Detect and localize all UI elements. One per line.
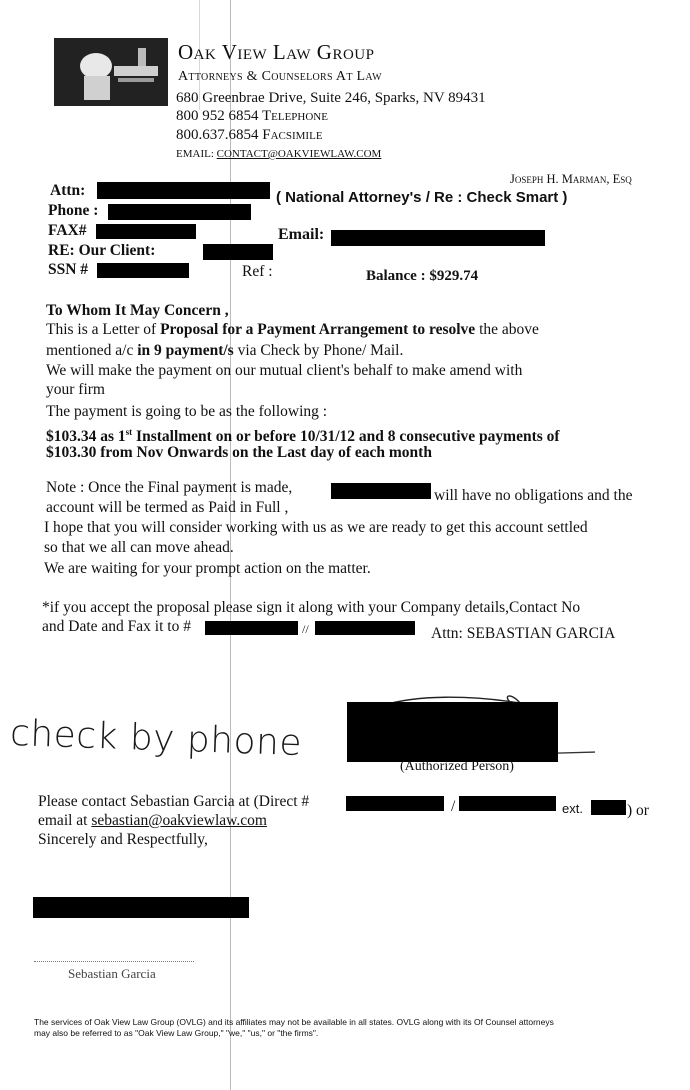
email-label: Email: xyxy=(278,226,325,243)
redaction-client xyxy=(203,244,273,260)
paragraph-2-line-1: We will make the payment on our mutual client's behalf to make amend with xyxy=(46,362,523,379)
firm-email-link[interactable]: CONTACT@OAKVIEWLAW.COM xyxy=(216,148,382,160)
redaction-fax-2 xyxy=(315,621,415,635)
note-line-1b: will have no obligations and the xyxy=(434,487,633,504)
redaction-signer-signature xyxy=(33,897,249,918)
paragraph-1-line-1: This is a Letter of Proposal for a Payment Arrangement to resolve the above xyxy=(46,321,539,338)
footer-line-2: may also be referred to as "Oak View Law Group," "we," "us," or "the firms". xyxy=(34,1028,319,1038)
ref-label: Ref : xyxy=(242,263,273,280)
redaction-fax-1 xyxy=(205,621,298,635)
payment-line-1: $103.34 as 1st Installment on or before 10/31/12 and 8 consecutive payments of xyxy=(46,427,560,446)
contact-separator: / xyxy=(451,798,456,815)
firm-name: Oak View Law Group xyxy=(178,40,375,64)
redaction-direct-1 xyxy=(346,796,444,811)
note-line-1a: Note : Once the Final payment is made, xyxy=(46,479,293,496)
balance: Balance : $929.74 xyxy=(366,268,479,284)
client-label: RE: Our Client: xyxy=(48,242,156,259)
attorney-name: Joseph H. Marman, Esq xyxy=(510,172,632,186)
signature-line xyxy=(34,961,194,962)
phone-label: Phone : xyxy=(48,202,99,219)
redaction-direct-2 xyxy=(459,796,556,811)
firm-telephone: 800 952 6854 Telephone xyxy=(176,108,328,124)
paragraph-1-line-2: mentioned a/c in 9 payment/s via Check by Phone/ Mail. xyxy=(46,342,404,359)
accept-line-1: *if you accept the proposal please sign it along with your Company details,Contact No xyxy=(42,599,581,616)
handwritten-note: check by phone xyxy=(9,712,303,765)
accept-separator: // xyxy=(302,622,309,636)
redaction-phone xyxy=(108,204,251,220)
firm-facsimile: 800.637.6854 Facsimile xyxy=(176,127,323,143)
paragraph-2-line-2: your firm xyxy=(46,381,105,398)
salutation: To Whom It May Concern , xyxy=(46,302,229,319)
firm-subtitle: Attorneys & Counselors At Law xyxy=(178,69,382,84)
redaction-ssn xyxy=(97,263,189,278)
waiting-line: We are waiting for your prompt action on the matter. xyxy=(44,560,371,577)
contact-line-2: email at sebastian@oakviewlaw.com xyxy=(38,812,267,829)
paragraph-3: The payment is going to be as the following : xyxy=(46,403,328,420)
note-line-2: account will be termed as Paid in Full , xyxy=(46,499,289,516)
hope-line-2: so that we all can move ahead. xyxy=(44,539,234,556)
redaction-email xyxy=(331,230,545,246)
payment-line-2: $103.30 from Nov Onwards on the Last day of each month xyxy=(46,444,432,461)
redaction-attn xyxy=(97,182,270,199)
accept-attn: Attn: SEBASTIAN GARCIA xyxy=(431,625,616,642)
attn-note: ( National Attorney's / Re : Check Smart ) xyxy=(276,189,568,206)
firm-email-row xyxy=(176,148,381,160)
redaction-ext xyxy=(591,800,626,815)
attn-label: Attn: xyxy=(50,182,86,199)
contact-line-1b: ) or xyxy=(627,802,649,819)
redaction-client-name xyxy=(331,483,431,499)
authorized-person-label: (Authorized Person) xyxy=(400,759,514,774)
firm-logo xyxy=(52,36,170,108)
firm-address: 680 Greenbrae Drive, Suite 246, Sparks, NV 89431 xyxy=(176,90,486,106)
hope-line-1: I hope that you will consider working with us as we are ready to get this account settled xyxy=(44,519,588,536)
contact-email-link[interactable]: sebastian@oakviewlaw.com xyxy=(91,812,267,829)
fax-label: FAX# xyxy=(48,222,87,239)
redaction-fax xyxy=(96,224,196,239)
footer-line-1: The services of Oak View Law Group (OVLG) and its affiliates may not be available in all states. OVLG along with its Of Counsel attorneys xyxy=(34,1017,554,1027)
contact-ext-label: ext. xyxy=(562,801,583,816)
firm-email-label: EMAIL: xyxy=(176,148,214,160)
accept-line-2: and Date and Fax it to # xyxy=(42,618,191,635)
closing: Sincerely and Respectfully, xyxy=(38,831,208,848)
signer-name: Sebastian Garcia xyxy=(68,966,156,981)
redaction-signature xyxy=(347,702,558,762)
ssn-label: SSN # xyxy=(48,261,89,278)
contact-line-1a: Please contact Sebastian Garcia at (Direct # xyxy=(38,793,310,810)
